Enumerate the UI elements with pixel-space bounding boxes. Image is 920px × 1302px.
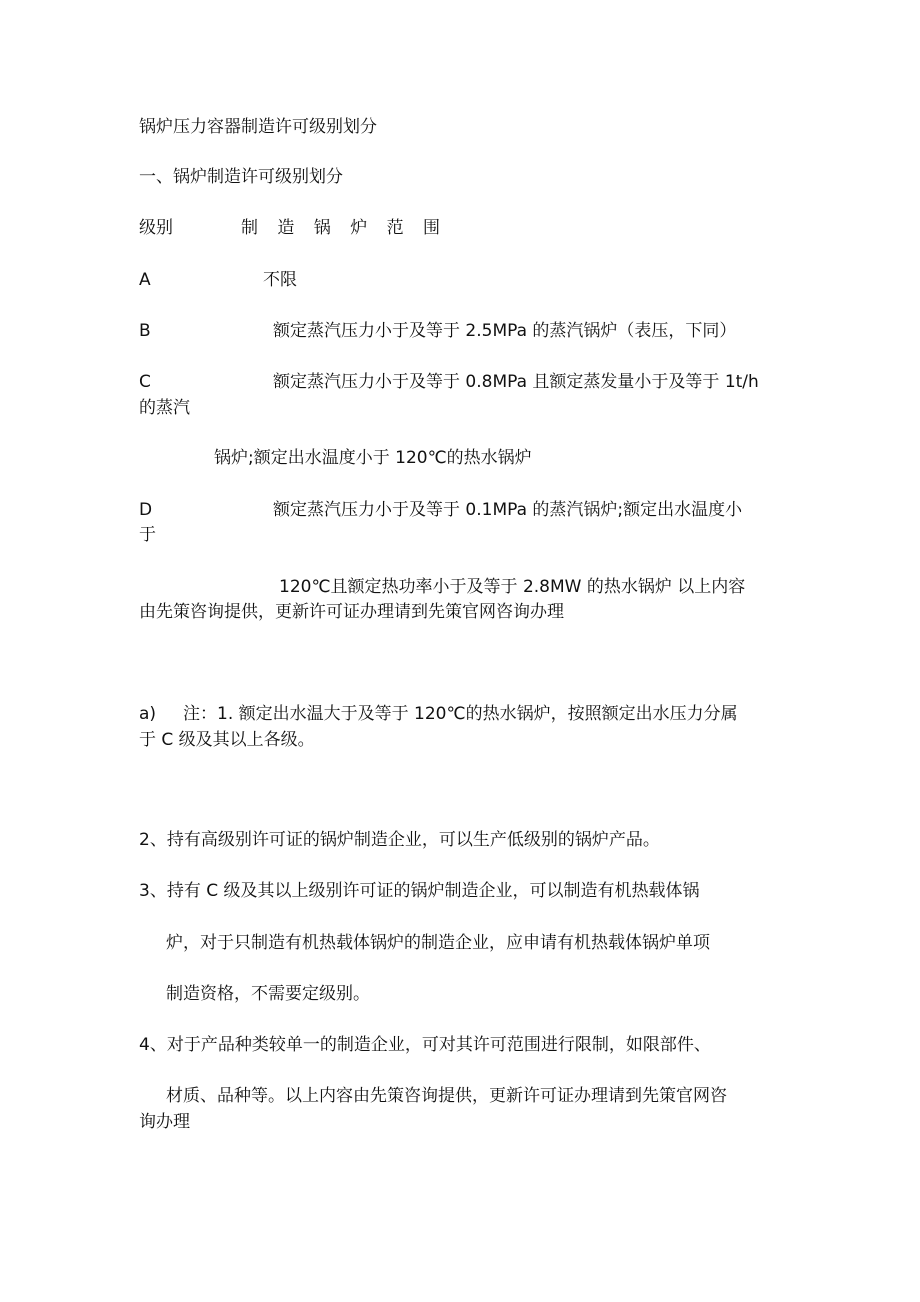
row-d-scope-line-4: 由先策咨询提供，更新许可证办理请到先策官网咨询办理 (139, 602, 564, 622)
item-3-line-3: 制造资格，不需要定级别。 (166, 984, 370, 1004)
item-3-line-2: 炉，对于只制造有机热载体锅炉的制造企业，应申请有机热载体锅炉单项 (166, 933, 710, 953)
row-d-level: D (139, 500, 153, 520)
row-b-scope: 额定蒸汽压力小于及等于 2.5MPa 的蒸汽锅炉（表压，下同） (273, 321, 737, 341)
row-d-scope-line-2: 于 (139, 525, 156, 545)
note-line-1: 注：1. 额定出水温大于及等于 120℃的热水锅炉，按照额定出水压力分属 (183, 704, 738, 724)
document-title: 锅炉压力容器制造许可级别划分 (139, 117, 377, 137)
item-2-line-1: 2、持有高级别许可证的锅炉制造企业，可以生产低级别的锅炉产品。 (139, 830, 660, 850)
row-c-scope-line-2: 的蒸汽 (139, 398, 190, 418)
item-4-line-2: 材质、品种等。以上内容由先策咨询提供，更新许可证办理请到先策官网咨 (166, 1086, 727, 1106)
table-header-level: 级别 (139, 218, 173, 238)
row-a-scope: 不限 (263, 270, 297, 290)
note-line-2: 于 C 级及其以上各级。 (139, 730, 315, 750)
item-4-line-1: 4、对于产品种类较单一的制造企业，可对其许可范围进行限制，如限部件、 (139, 1035, 711, 1055)
row-a-level: A (139, 270, 151, 290)
row-c-level: C (139, 372, 151, 392)
note-marker: a) (139, 704, 157, 724)
row-d-scope-line-1: 额定蒸汽压力小于及等于 0.1MPa 的蒸汽锅炉;额定出水温度小 (273, 500, 743, 520)
row-d-scope-line-3: 120℃且额定热功率小于及等于 2.8MW 的热水锅炉 以上内容 (279, 577, 746, 597)
row-c-scope-line-3: 锅炉;额定出水温度小于 120℃的热水锅炉 (214, 448, 532, 468)
row-b-level: B (139, 321, 151, 341)
section-heading: 一、锅炉制造许可级别划分 (139, 167, 343, 187)
item-4-line-3: 询办理 (139, 1112, 190, 1132)
row-c-scope-line-1: 额定蒸汽压力小于及等于 0.8MPa 且额定蒸发量小于及等于 1t/h (273, 372, 759, 392)
item-3-line-1: 3、持有 C 级及其以上级别许可证的锅炉制造企业，可以制造有机热载体锅 (139, 881, 700, 901)
table-header-scope: 制 造 锅 炉 范 围 (241, 218, 448, 238)
